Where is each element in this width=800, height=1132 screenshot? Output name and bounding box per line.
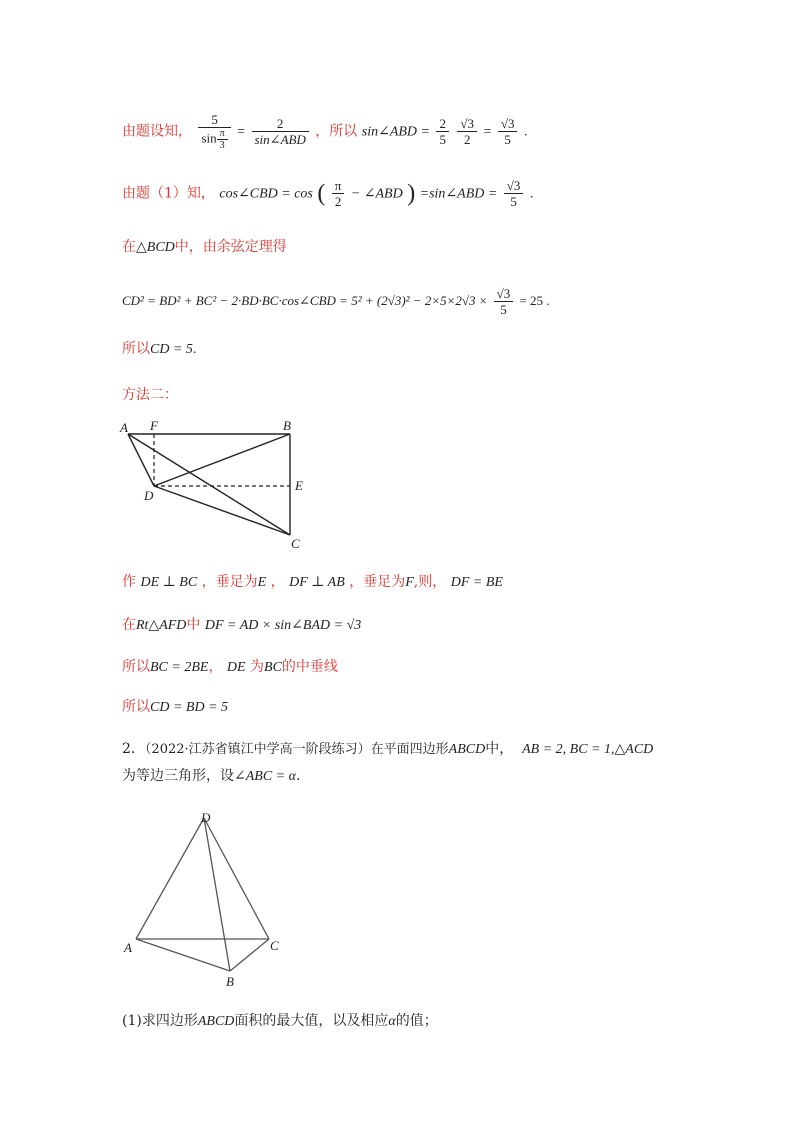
fraction-2-over-sin-abd: $\frac{2}{\text{sin∠ABD}}$ bbox=[252, 116, 309, 147]
method-two-heading: 方法二： bbox=[122, 387, 178, 403]
label-B: B bbox=[283, 418, 291, 433]
question-2 bbox=[122, 736, 682, 790]
line-final-result: 所以CD = BD = 5 bbox=[122, 699, 229, 715]
figure2-svg bbox=[120, 808, 290, 993]
expr-sin-abd: sin∠ABD = bbox=[361, 124, 430, 140]
line-sine-law: 由题设知， 5 sin $\frac{\pi}{3}$ = $\frac{2}{\text{sin∠ABD}}$ ，所以 sin∠ABD = $\frac{2}{5}$ $\frac{√3}{2}$ = $\frac{√3}{5}$ . bbox=[122, 112, 528, 151]
label-A2: A bbox=[124, 940, 132, 955]
label-F: F bbox=[150, 418, 158, 433]
label-D2: D bbox=[201, 810, 211, 825]
line-cos-cbd: 由题（1）知， cos∠CBD = cos ( $\frac{\pi}{2}$ − ∠ABD ) =sin∠ABD = $\frac{√3}{5}$ . bbox=[122, 178, 534, 209]
label-C2: C bbox=[270, 938, 279, 953]
line-perpendiculars: 作 DE ⊥ BC ，垂足为E ， DF ⊥ AB ，垂足为F,则， DF = BE bbox=[122, 574, 503, 590]
question-2-line1: 2．（2022·江苏省镇江中学高一阶段练习）在平面四边形ABCD中， AB = 2, BC = 1,△ACD bbox=[122, 741, 654, 757]
figure-quadrilateral-abcde bbox=[118, 418, 318, 553]
line-rt-triangle: 在Rt△AFD中 DF = AD × sin∠BAD = √3 bbox=[122, 617, 362, 633]
figure1-svg bbox=[118, 418, 318, 553]
text-so: ，所以 bbox=[315, 123, 358, 140]
text-given: 由题设知， bbox=[122, 123, 192, 140]
label-C: C bbox=[291, 536, 300, 551]
line-cd-result: 所以CD = 5. bbox=[122, 341, 197, 357]
label-D: D bbox=[144, 488, 154, 503]
line-perpendicular-bisector: 所以BC = 2BE， DE 为BC的中垂线 bbox=[122, 659, 338, 675]
line-cosine-law-calc: CD² = BD² + BC² − 2·BD·BC·cos∠CBD = 5² + (2√3)² − 2×5×2√3 × $\frac{√3}{5}$ = 25 . bbox=[122, 286, 550, 317]
question-2-line2: 为等边三角形，设∠ABC = α. bbox=[122, 768, 301, 784]
line-cosine-law-intro: 在△BCD中，由余弦定理得 bbox=[122, 239, 287, 255]
fraction-5-over-sin: 5 sin $\frac{\pi}{3}$ bbox=[198, 112, 230, 151]
label-B2: B bbox=[226, 974, 234, 989]
label-A: A bbox=[120, 420, 128, 435]
label-E: E bbox=[295, 478, 303, 493]
text-from-part1: 由题（1）知， bbox=[122, 185, 215, 202]
figure-triangle-acd-with-b bbox=[120, 808, 290, 993]
question-2-part-1: (1)求四边形ABCD面积的最大值，以及相应α的值； bbox=[122, 1013, 438, 1029]
